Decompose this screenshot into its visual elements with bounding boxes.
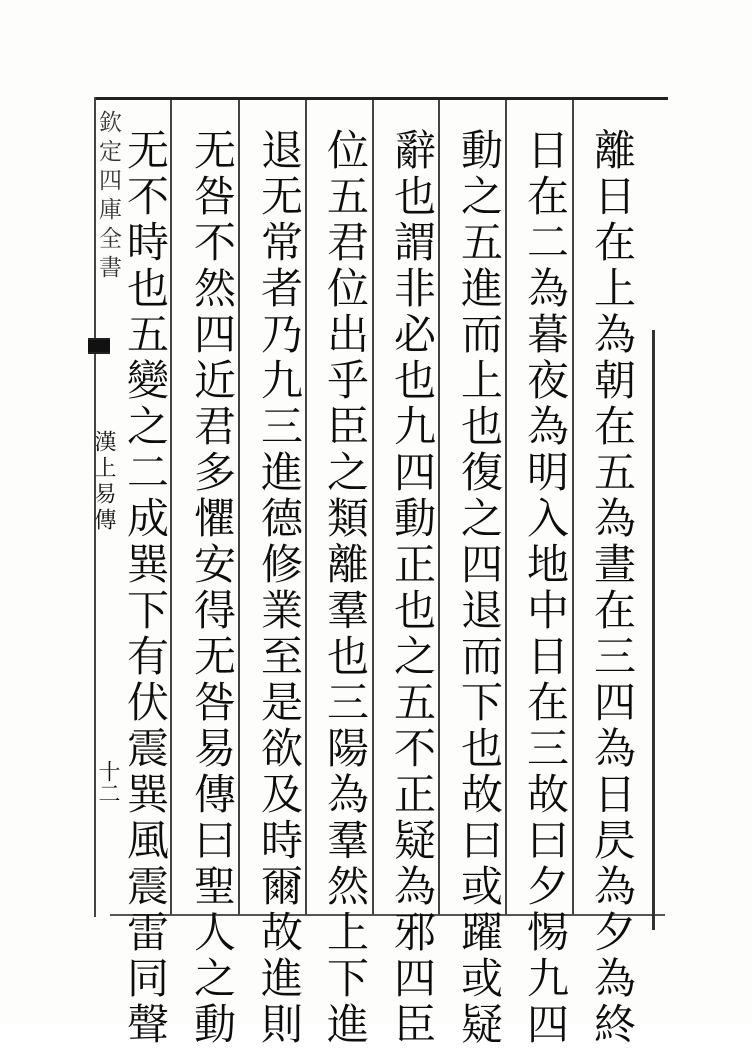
book-title: 漢上易傳 [91, 430, 116, 534]
text-column-5: 位五君位出乎臣之類離羣也三陽為羣然上下進 [321, 128, 370, 1048]
text-column-1: 離日在上為朝在五為晝在三四為日昃為夕為終 [588, 128, 637, 1048]
collection-title: 欽定四庫全書 [95, 110, 121, 284]
page-number: 十二 [95, 760, 120, 804]
column-rule [372, 100, 374, 915]
text-column-7: 无咎不然四近君多懼安得无咎易傳曰聖人之動 [188, 128, 237, 1048]
border-top [94, 97, 668, 100]
text-column-8: 无不時也五變之二成巽下有伏震巽風震雷同聲 [121, 128, 170, 1048]
text-column-2: 日在二為暮夜為明入地中日在三故曰夕惕九四 [521, 128, 570, 1048]
border-right [652, 330, 655, 930]
column-rule [572, 100, 574, 915]
fish-tail-mark [88, 338, 110, 354]
text-column-6: 退无常者乃九三進德修業至是欲及時爾故進則 [255, 128, 304, 1048]
text-column-3: 動之五進而上也復之四退而下也故曰或躍或疑 [455, 128, 504, 1048]
text-column-4: 辭也謂非必也九四動正也之五不正疑為邪四臣 [388, 128, 437, 1048]
